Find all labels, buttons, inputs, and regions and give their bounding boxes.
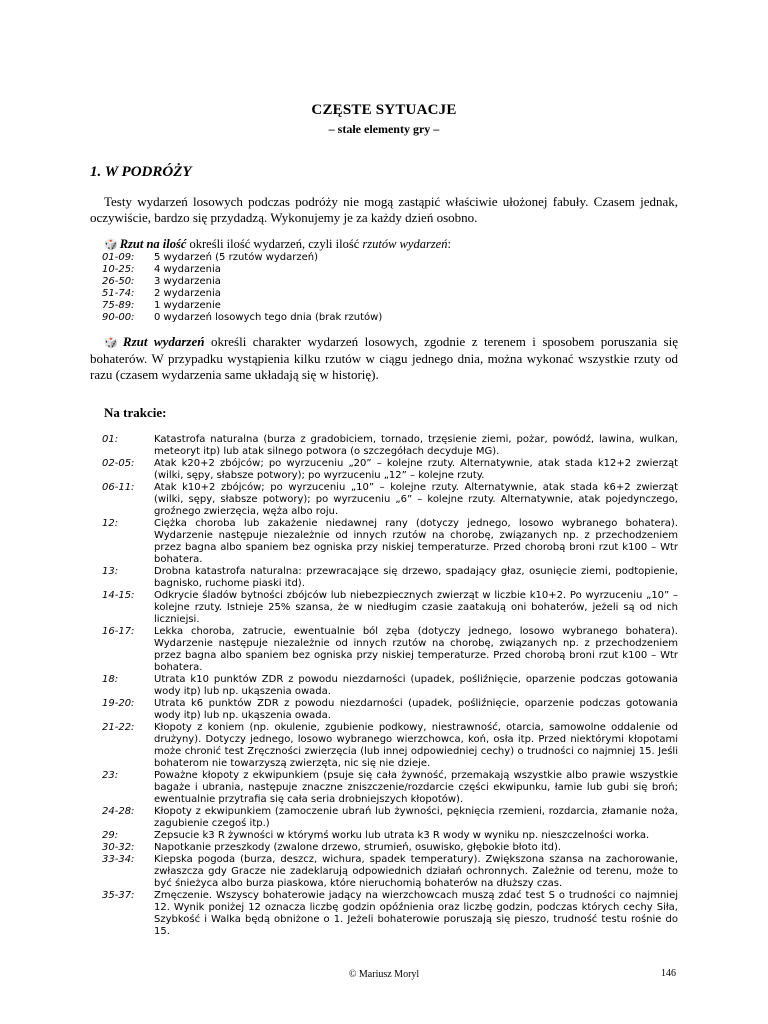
- range-value: 4 wydarzenia: [154, 264, 221, 275]
- event-row: [102, 458, 678, 482]
- range-key: 51-74:: [102, 288, 135, 299]
- event-row: [102, 830, 678, 842]
- dice-icon: 🎲: [104, 337, 121, 349]
- range-key: 90-00:: [102, 312, 135, 323]
- rzut-wydarzen-lead: Rzut wydarzeń: [122, 334, 205, 349]
- range-value: 5 wydarzeń (5 rzutów wydarzeń): [154, 252, 319, 263]
- event-key: 06-11:: [102, 482, 135, 493]
- event-text: Utrata k10 punktów ZDR z powodu niezdarności (upadek, pośliźnięcie, oparzenie podczas gotowania wody itp) lub np. ukąszenia owada.: [154, 674, 678, 697]
- event-row: [102, 434, 678, 458]
- event-key: 18:: [102, 674, 119, 685]
- range-row: [102, 288, 382, 300]
- event-text: Zepsucie k3 R żywności w którymś worku lub utrata k3 R wody w wyniku np. nieszczelności worka.: [154, 830, 650, 841]
- event-key: 16-17:: [102, 626, 135, 637]
- event-row: [102, 722, 678, 770]
- dice-icon: 🎲: [104, 239, 118, 251]
- rzut-wydarzen-text: określi charakter wydarzeń losowych, zgodnie z terenem i sposobem poruszania się bohaterów. W przypadku wystąpienia kilku rzutów w ciągu jednego dnia, można wykonać wszystkie rzuty od razu (czasem wydarzenia same układają się w historię).: [90, 334, 678, 382]
- intro-paragraph: Testy wydarzeń losowych podczas podróży nie mogą zastąpić właściwie ułożonej fabuły. Czasem jednak, oczywiście, bardzo się przydadzą. Wykonujemy je za każdy dzień osobno.: [90, 194, 678, 225]
- event-row: [102, 806, 678, 830]
- event-key: 35-37:: [102, 890, 135, 901]
- range-key: 75-89:: [102, 300, 135, 311]
- page-title: CZĘSTE SYTUACJE: [311, 102, 457, 118]
- event-row: [102, 566, 678, 590]
- event-text: Atak k20+2 zbójców; po wyrzuceniu „20” – kolejne rzuty. Alternatywnie, atak stada k12+2 zwierząt (wilki, sępy, słabsze potwory); po wyrzuceniu „12” – kolejne rzuty.: [154, 458, 678, 481]
- event-row: [102, 626, 678, 674]
- event-text: Utrata k6 punktów ZDR z powodu niezdarności (upadek, pośliźnięcie, oparzenie podczas gotowania wody itp) lub np. ukąszenia owada.: [154, 698, 678, 721]
- event-key: 33-34:: [102, 854, 135, 865]
- range-value: 2 wydarzenia: [154, 288, 221, 299]
- event-row: [102, 890, 678, 938]
- event-row: [102, 770, 678, 806]
- event-row: [102, 482, 678, 518]
- range-row: [102, 252, 382, 264]
- event-key: 23:: [102, 770, 119, 781]
- rzut-ilosc-italic: rzutów wydarzeń: [362, 237, 448, 251]
- event-text: Kłopoty z ekwipunkiem (zamoczenie ubrań lub żywności, pęknięcia rzemieni, rozdarcia, złamanie noża, zagubienie czegoś itp.): [154, 806, 678, 829]
- events-table: [102, 434, 678, 938]
- range-row: [102, 312, 382, 324]
- event-key: 01:: [102, 434, 119, 445]
- event-text: Poważne kłopoty z ekwipunkiem (psuje się cała żywność, przemakają wszystkie albo prawie wszystkie bagaże i ubrania, następuje znaczne zniszczenie/rozdarcie części ekwipunku, łamie lub gubi się broń; ewentualnie przytrafia się cała seria drobniejszych kłopotów).: [154, 770, 678, 805]
- event-text: Kiepska pogoda (burza, deszcz, wichura, spadek temperatury). Zwiększona szansa na zachorowanie, zwłaszcza gdy Gracze nie zadeklarują odpowiednich działań ochronnych. Zależnie od terenu, może to być śnieżyca albo burza piaskowa, które nieruchomią bohaterów na dłuższy czas.: [154, 854, 678, 889]
- event-key: 02-05:: [102, 458, 135, 469]
- range-key: 01-09:: [102, 252, 135, 263]
- range-row: [102, 276, 382, 288]
- event-key: 13:: [102, 566, 119, 577]
- range-value: 1 wydarzenie: [154, 300, 221, 311]
- range-key: 10-25:: [102, 264, 135, 275]
- range-row: [102, 300, 382, 312]
- rzut-ilosc-line: [104, 237, 451, 252]
- range-value: 3 wydarzenia: [154, 276, 221, 287]
- event-text: Drobna katastrofa naturalna: przewracające się drzewo, spadający głaz, osunięcie ziemi, podtopienie, bagnisko, ruchome piaski itd).: [154, 566, 678, 589]
- event-text: Zmęczenie. Wszyscy bohaterowie jadący na wierzchowcach muszą zdać test S o trudności co najmniej 12. Wynik poniżej 12 oznacza liczbę godzin opóźnienia oraz liczbę godzin, podczas których cechy Siła, Szybkość i Walka będą obniżone o 1. Jeżeli bohaterowie poruszają się pieszo, trudność testu rośnie do 15.: [154, 890, 678, 937]
- rzut-ilosc-text: określi ilość wydarzeń, czyli ilość: [186, 237, 363, 251]
- event-text: Ciężka choroba lub zakażenie niedawnej rany (dotyczy jednego, losowo wybranego bohatera). Wydarzenie następuje niezależnie od innych rzutów na chorobę, związanych np. z przechodzeniem przez bagna albo spaniem bez ogniska przy niskiej temperaturze. Przed chorobą broni rzut k100 – Wtr bohatera.: [154, 518, 678, 565]
- event-text: Kłopoty z koniem (np. okulenie, zgubienie podkowy, niestrawność, otarcia, samowolne oddalenie od drużyny). Dotyczy jednego, losowo wybranego wierzchowca, koń, osła itp. Przed niektórymi kłopotami może chronić test Zręczności zwierzęcia (lub innej odpowiedniej cechy) o trudności co najmniej 15. Jeśli bohaterom nie towarzyszą zwierzęta, nic się nie dzieje.: [154, 722, 678, 769]
- event-key: 29:: [102, 830, 119, 841]
- page-number: 146: [661, 968, 676, 979]
- event-key: 19-20:: [102, 698, 135, 709]
- event-text: Napotkanie przeszkody (zwalone drzewo, strumień, osuwisko, głębokie błoto itd).: [154, 842, 562, 853]
- event-row: [102, 698, 678, 722]
- event-key: 12:: [102, 518, 119, 529]
- event-key: 14-15:: [102, 590, 135, 601]
- range-key: 26-50:: [102, 276, 135, 287]
- section-heading: 1. W PODRÓŻY: [90, 164, 192, 180]
- event-row: [102, 854, 678, 890]
- page-subtitle: – stałe elementy gry –: [328, 122, 440, 136]
- event-row: [102, 674, 678, 698]
- event-row: [102, 518, 678, 566]
- footer-author: © Mariusz Moryl: [348, 969, 420, 980]
- event-row: [102, 590, 678, 626]
- event-text: Lekka choroba, zatrucie, ewentualnie ból zęba (dotyczy jednego, losowo wybranego bohatera). Wydarzenie następuje niezależnie od innych rzutów na chorobę, związanych np. z przechodzeniem przez bagna albo spaniem bez ogniska przy niskiej temperaturze. Przed chorobą broni rzut k100 – Wtr bohatera.: [154, 626, 678, 673]
- rzut-ilosc-lead: Rzut na ilość: [119, 237, 187, 251]
- event-text: Katastrofa naturalna (burza z gradobiciem, tornado, trzęsienie ziemi, pożar, powódź, lawina, wulkan, meteoryt itp) lub atak silnego potwora (o szczegółach decyduje MG).: [154, 434, 678, 457]
- event-key: 30-32:: [102, 842, 135, 853]
- rzut-wydarzen-paragraph: [90, 334, 678, 383]
- event-key: 21-22:: [102, 722, 135, 733]
- na-trakcie-heading: Na trakcie:: [104, 405, 167, 420]
- event-key: 24-28:: [102, 806, 135, 817]
- event-row: [102, 842, 678, 854]
- event-text: Atak k10+2 zbójców; po wyrzuceniu „10” – kolejne rzuty. Alternatywnie, atak stada k6+2 zwierząt (wilki, sępy, słabsze potwory); po wyrzuceniu „6” – kolejne rzuty. Alternatywnie, atak pojedynczego, groźnego zwierzęcia, węża albo roju.: [154, 482, 678, 517]
- range-table: [102, 252, 382, 324]
- event-text: Odkrycie śladów bytności zbójców lub niebezpiecznych zwierząt w liczbie k10+2. Po wyrzuceniu „10” – kolejne rzuty. Istnieje 25% szansa, że w niedługim czasie zaatakują oni bohaterów, jeżeli są od nich liczniejsi.: [154, 590, 678, 625]
- range-row: [102, 264, 382, 276]
- range-value: 0 wydarzeń losowych tego dnia (brak rzutów): [154, 312, 383, 323]
- rzut-ilosc-end: :: [447, 237, 451, 251]
